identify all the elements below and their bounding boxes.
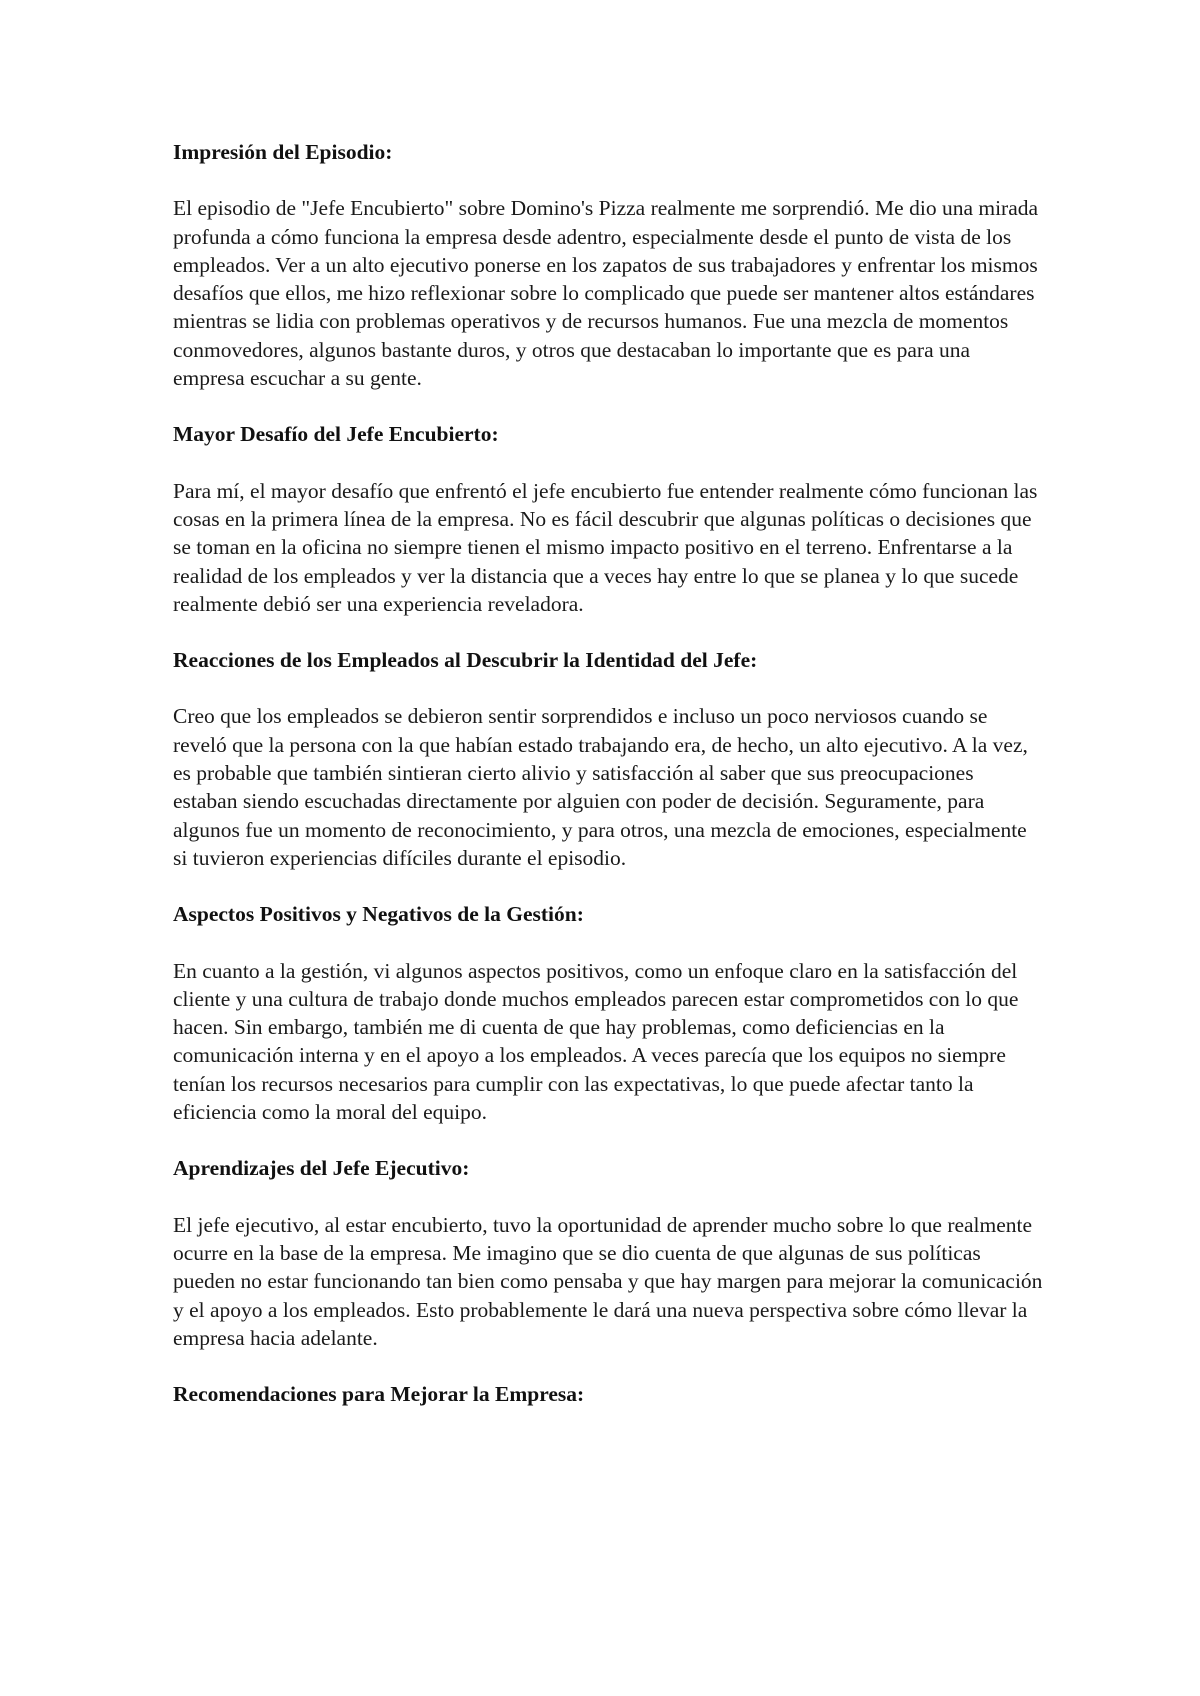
section-paragraph: Para mí, el mayor desafío que enfrentó el jefe encubierto fue entender realmente cómo funcionan las cosas en la primera línea de la empresa. No es fácil descubrir que algunas políticas o decisiones que se toman en la oficina no siempre tienen el mismo impacto positivo en el terreno. Enfrentarse a la realidad de los empleados y ver la distancia que a veces hay entre lo que se planea y lo que sucede realmente debió ser una experiencia reveladora. — [173, 478, 1038, 616]
section-paragraph: El episodio de "Jefe Encubierto" sobre Domino's Pizza realmente me sorprendió. Me dio una mirada profunda a cómo funciona la empresa desde adentro, especialmente desde el punto de vista de los empleados. Ver a un alto ejecutivo ponerse en los zapatos de sus trabajadores y enfrentar los mismos desafíos que ellos, me hizo reflexionar sobre lo complicado que puede ser mantener altos estándares mientras se lidia con problemas operativos y de recursos humanos. Fue una mezcla de momentos conmovedores, algunos bastante duros, y otros que destacaban lo importante que es para una empresa escuchar a su gente. — [173, 196, 1039, 391]
section-employee-reactions — [173, 646, 1043, 872]
section-paragraph: El jefe ejecutivo, al estar encubierto, tuvo la oportunidad de aprender mucho sobre lo que realmente ocurre en la base de la empresa. Me imagino que se dio cuenta de que algunas de sus políticas pueden no estar funcionando tan bien como pensaba y que hay margen para mejorar la comunicación y el apoyo a los empleados. Esto probablemente le dará una nueva perspectiva sobre cómo llevar la empresa hacia adelante. — [173, 1212, 1043, 1350]
section-heading: Aspectos Positivos y Negativos de la Gestión: — [173, 902, 584, 927]
section-heading: Mayor Desafío del Jefe Encubierto: — [173, 422, 499, 447]
section-heading: Aprendizajes del Jefe Ejecutivo: — [173, 1156, 470, 1181]
document-page — [173, 138, 1043, 1408]
section-biggest-challenge — [173, 420, 1043, 618]
section-heading: Impresión del Episodio: — [173, 140, 393, 164]
section-paragraph: Creo que los empleados se debieron sentir sorprendidos e incluso un poco nerviosos cuando se reveló que la persona con la que habían estado trabajando era, de hecho, un alto ejecutivo. A la vez, es probable que también sintieran cierto alivio y satisfacción al saber que sus preocupaciones estaban siendo escuchadas directamente por alguien con poder de decisión. Seguramente, para algunos fue un momento de reconocimiento, y para otros, una mezcla de emociones, especialmente si tuvieron experiencias difíciles durante el episodio. — [173, 704, 1028, 870]
section-paragraph: En cuanto a la gestión, vi algunos aspectos positivos, como un enfoque claro en la satisfacción del cliente y una cultura de trabajo donde muchos empleados parecen estar comprometidos con lo que hacen. Sin embargo, también me di cuenta de que hay problemas, como deficiencias en la comunicación interna y en el apoyo a los empleados. A veces parecía que los equipos no siempre tenían los recursos necesarios para cumplir con las expectativas, lo que puede afectar tanto la eficiencia como la moral del equipo. — [173, 958, 1019, 1125]
section-management-aspects — [173, 900, 1043, 1126]
section-heading: Recomendaciones para Mejorar la Empresa: — [173, 1382, 585, 1407]
section-executive-learnings — [173, 1154, 1043, 1352]
section-episode-impression — [173, 138, 1043, 392]
section-recommendations — [173, 1380, 1043, 1408]
section-heading: Reacciones de los Empleados al Descubrir la Identidad del Jefe: — [173, 648, 758, 673]
